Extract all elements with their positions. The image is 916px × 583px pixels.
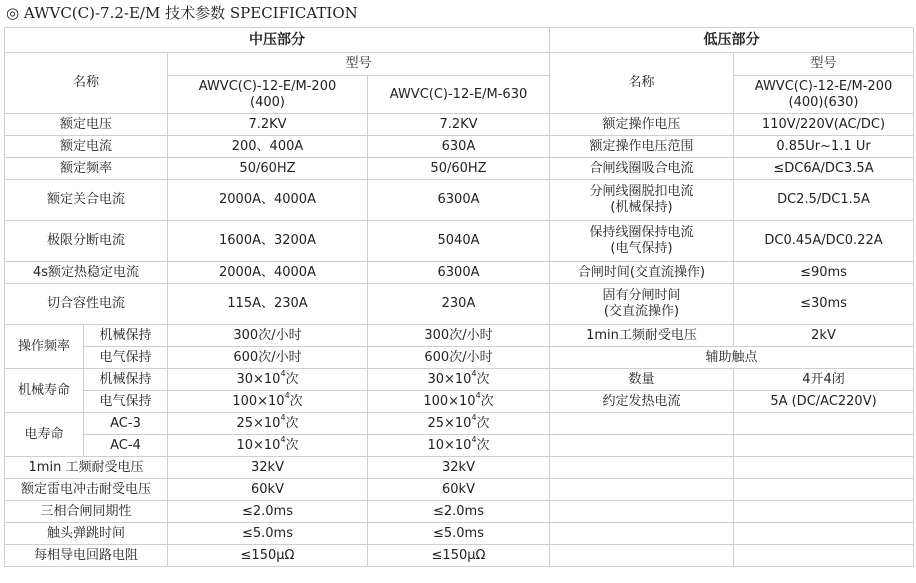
row-group-name: 操作频率 <box>5 325 84 369</box>
lv-empty-cell <box>550 413 734 435</box>
row-value: $100\times 10^4$次 <box>168 391 368 413</box>
lv-empty-cell <box>734 545 914 567</box>
row-value: 2000A、4000A <box>168 262 368 284</box>
lv-empty-cell <box>734 413 914 435</box>
lv-empty-cell <box>734 479 914 501</box>
row-sub-name: 机械保持 <box>84 369 168 391</box>
row-name: 三相合闸同期性 <box>5 501 168 523</box>
mv-name-header: 名称 <box>5 53 168 114</box>
row-name: 额定关合电流 <box>5 180 168 221</box>
row-value: 200、400A <box>168 136 368 158</box>
lv-empty-cell <box>550 479 734 501</box>
lv-aux-header: 辅助触点 <box>550 347 914 369</box>
section-mv-header: 中压部分 <box>5 28 550 53</box>
lv-empty-cell <box>734 523 914 545</box>
row-sub-name: 电气保持 <box>84 391 168 413</box>
lv-empty-cell <box>550 523 734 545</box>
row-value: ≤2.0ms <box>368 501 550 523</box>
row-value: $30\times 10^4$次 <box>168 369 368 391</box>
row-value: 60kV <box>368 479 550 501</box>
row-name: 额定雷电冲击耐受电压 <box>5 479 168 501</box>
lv-row-value: 0.85Ur~1.1 Ur <box>734 136 914 158</box>
row-value: 630A <box>368 136 550 158</box>
row-name: 触头弹跳时间 <box>5 523 168 545</box>
mv-model-header: 型号 <box>168 53 550 76</box>
row-value: 7.2KV <box>368 114 550 136</box>
lv-row-name: 固有分闸时间 (交直流操作) <box>550 284 734 325</box>
row-value: 600次/小时 <box>368 347 550 369</box>
row-value: 50/60HZ <box>168 158 368 180</box>
row-sub-name: 电气保持 <box>84 347 168 369</box>
lv-empty-cell <box>734 501 914 523</box>
row-value: $10\times 10^4$次 <box>368 435 550 457</box>
row-value: 300次/小时 <box>368 325 550 347</box>
row-name: 额定电流 <box>5 136 168 158</box>
row-value: ≤150μΩ <box>368 545 550 567</box>
row-name: 切合容性电流 <box>5 284 168 325</box>
lv-empty-cell <box>550 501 734 523</box>
row-value: 1600A、3200A <box>168 221 368 262</box>
lv-row-value: DC0.45A/DC0.22A <box>734 221 914 262</box>
row-value: 300次/小时 <box>168 325 368 347</box>
section-lv-header: 低压部分 <box>550 28 914 53</box>
lv-empty-cell <box>550 435 734 457</box>
row-value: $100\times 10^4$次 <box>368 391 550 413</box>
row-value: 50/60HZ <box>368 158 550 180</box>
row-value: ≤2.0ms <box>168 501 368 523</box>
row-value: 2000A、4000A <box>168 180 368 221</box>
row-name: 额定电压 <box>5 114 168 136</box>
lv-row-value: ≤DC6A/DC3.5A <box>734 158 914 180</box>
row-value: $10\times 10^4$次 <box>168 435 368 457</box>
row-value: ≤150μΩ <box>168 545 368 567</box>
lv-empty-cell <box>550 457 734 479</box>
lv-row-name: 合闸时间(交直流操作) <box>550 262 734 284</box>
lv-empty-cell <box>550 545 734 567</box>
row-value: 6300A <box>368 180 550 221</box>
lv-name-header: 名称 <box>550 53 734 114</box>
spec-table-wrapper <box>4 27 914 567</box>
mv-model-1: AWVC(C)-12-E/M-200 (400) <box>168 76 368 114</box>
lv-row-name: 合闸线圈吸合电流 <box>550 158 734 180</box>
row-value: 6300A <box>368 262 550 284</box>
row-name: 极限分断电流 <box>5 221 168 262</box>
row-value: ≤5.0ms <box>368 523 550 545</box>
row-value: 60kV <box>168 479 368 501</box>
row-sub-name: AC-3 <box>84 413 168 435</box>
lv-row-value: 5A (DC/AC220V) <box>734 391 914 413</box>
row-group-name: 电寿命 <box>5 413 84 457</box>
lv-model: AWVC(C)-12-E/M-200 (400)(630) <box>734 76 914 114</box>
lv-row-value: ≤30ms <box>734 284 914 325</box>
row-value: $25\times 10^4$次 <box>368 413 550 435</box>
row-value: $30\times 10^4$次 <box>368 369 550 391</box>
row-value: 32kV <box>368 457 550 479</box>
row-value: ≤5.0ms <box>168 523 368 545</box>
lv-row-name: 保持线圈保持电流 (电气保持) <box>550 221 734 262</box>
lv-row-name: 1min工频耐受电压 <box>550 325 734 347</box>
row-value: 5040A <box>368 221 550 262</box>
row-value: 7.2KV <box>168 114 368 136</box>
lv-empty-cell <box>734 435 914 457</box>
row-group-name: 机械寿命 <box>5 369 84 413</box>
row-value: 230A <box>368 284 550 325</box>
row-value: $25\times 10^4$次 <box>168 413 368 435</box>
lv-empty-cell <box>734 457 914 479</box>
lv-row-name: 分闸线圈脱扣电流 (机械保持) <box>550 180 734 221</box>
row-name: 额定频率 <box>5 158 168 180</box>
lv-row-name: 数量 <box>550 369 734 391</box>
row-name: 每相导电回路电阻 <box>5 545 168 567</box>
lv-row-name: 约定发热电流 <box>550 391 734 413</box>
lv-row-value: 110V/220V(AC/DC) <box>734 114 914 136</box>
row-value: 115A、230A <box>168 284 368 325</box>
lv-row-value: 2kV <box>734 325 914 347</box>
row-value: 600次/小时 <box>168 347 368 369</box>
lv-row-name: 额定操作电压 <box>550 114 734 136</box>
lv-row-value: DC2.5/DC1.5A <box>734 180 914 221</box>
row-sub-name: AC-4 <box>84 435 168 457</box>
row-sub-name: 机械保持 <box>84 325 168 347</box>
lv-model-header: 型号 <box>734 53 914 76</box>
row-name: 4s额定热稳定电流 <box>5 262 168 284</box>
page-title: ◎ AWVC(C)-7.2-E/M 技术参数 SPECIFICATION <box>6 4 358 22</box>
lv-row-value: ≤90ms <box>734 262 914 284</box>
row-value: 32kV <box>168 457 368 479</box>
lv-row-value: 4开4闭 <box>734 369 914 391</box>
row-name: 1min 工频耐受电压 <box>5 457 168 479</box>
spec-table <box>4 27 914 567</box>
lv-row-name: 额定操作电压范围 <box>550 136 734 158</box>
mv-model-2: AWVC(C)-12-E/M-630 <box>368 76 550 114</box>
